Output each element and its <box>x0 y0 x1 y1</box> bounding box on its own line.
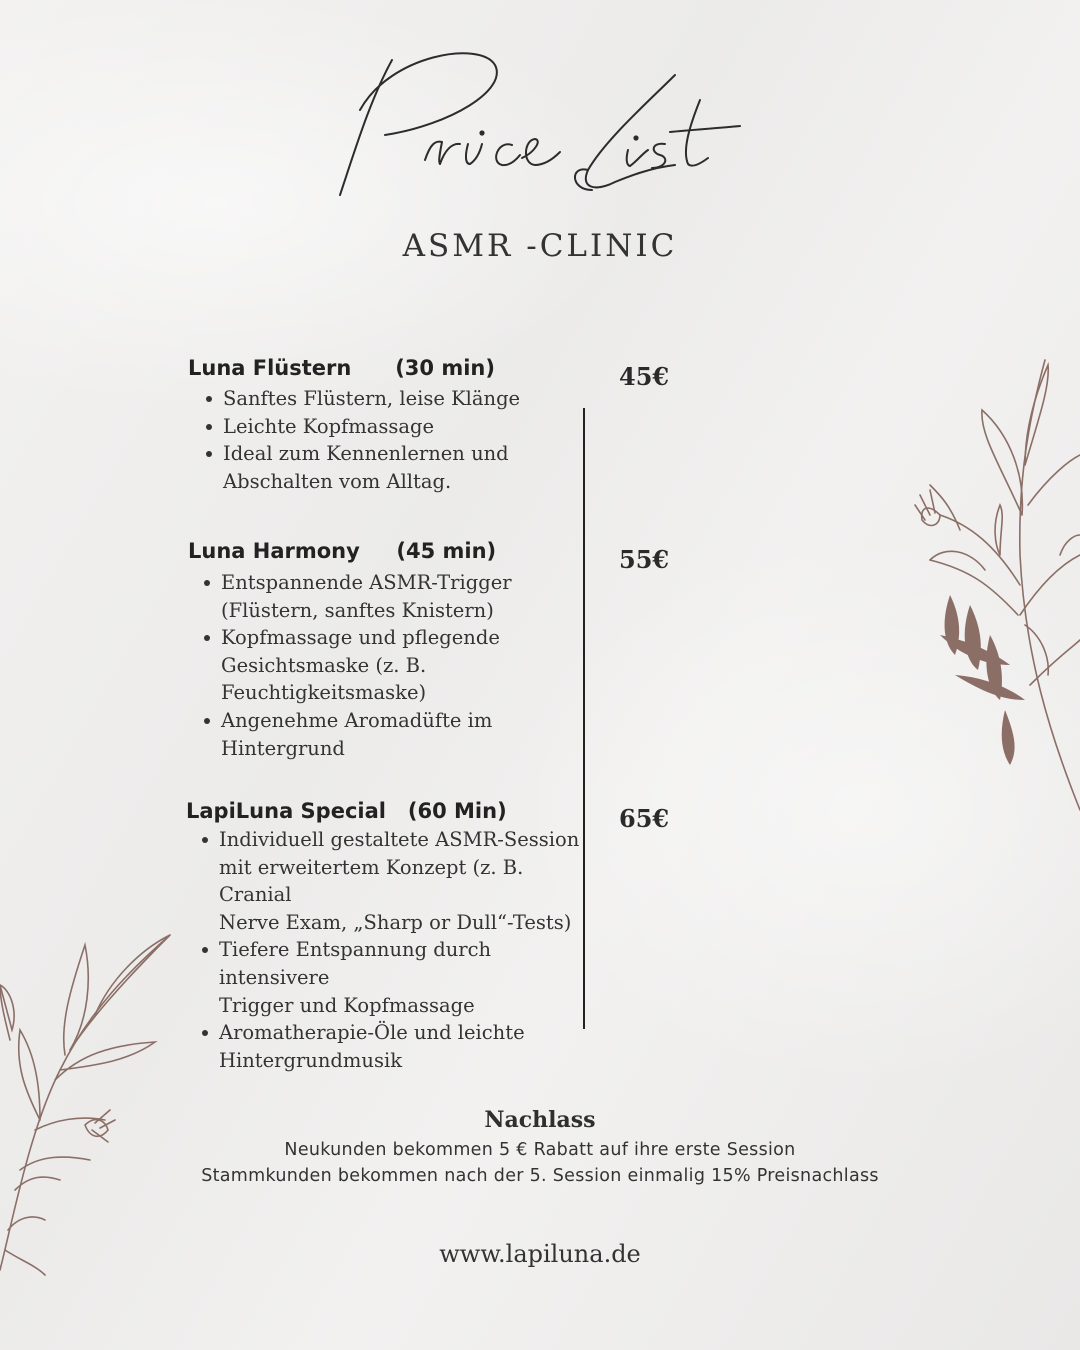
list-item: Aromatherapie-Öle und leichte Hintergrundmusik <box>219 1019 581 1074</box>
list-item: Tiefere Entspannung durch intensivere Trigger und Kopfmassage <box>219 936 581 1019</box>
list-item: Individuell gestaltete ASMR-Session mit erweitertem Konzept (z. B. Cranial Nerve Exam, „Sharp or Dull“-Tests) <box>219 826 581 936</box>
service-bullets-luna-harmony <box>221 569 571 762</box>
discount-line-new-customers: Neukunden bekommen 5 € Rabatt auf ihre erste Session <box>284 1140 796 1160</box>
discount-line-regular-customers: Stammkunden bekommen nach der 5. Session einmalig 15% Preisnachlass <box>201 1166 879 1186</box>
service-title-lapiluna-special: LapiLuna Special (60 Min) <box>186 799 507 823</box>
clinic-subtitle: ASMR -CLINIC <box>402 228 678 264</box>
service-bullets-luna-fluestern <box>223 385 573 495</box>
service-price-65: 65€ <box>619 804 670 833</box>
discount-title: Nachlass <box>484 1107 596 1133</box>
list-item: Kopfmassage und pflegende Gesichtsmaske (z. B. Feuchtigkeitsmaske) <box>221 624 571 707</box>
floral-branch-left-icon <box>0 930 180 1280</box>
price-list-title <box>330 40 760 210</box>
service-price-55: 55€ <box>619 545 670 574</box>
service-bullets-lapiluna-special <box>219 826 581 1074</box>
list-item: Ideal zum Kennenlernen und Abschalten vom Alltag. <box>223 440 573 495</box>
list-item: Angenehme Aromadüfte im Hintergrund <box>221 707 571 762</box>
floral-branch-right-icon <box>900 355 1080 815</box>
list-item: Leichte Kopfmassage <box>223 413 573 441</box>
service-price-45: 45€ <box>619 362 670 391</box>
list-item: Sanftes Flüstern, leise Klänge <box>223 385 573 413</box>
list-item: Entspannende ASMR-Trigger (Flüstern, sanftes Knistern) <box>221 569 571 624</box>
service-title-luna-fluestern: Luna Flüstern (30 min) <box>188 356 495 380</box>
service-title-luna-harmony: Luna Harmony (45 min) <box>188 539 497 563</box>
vertical-divider <box>583 408 585 1029</box>
website-link[interactable]: www.lapiluna.de <box>439 1240 641 1268</box>
